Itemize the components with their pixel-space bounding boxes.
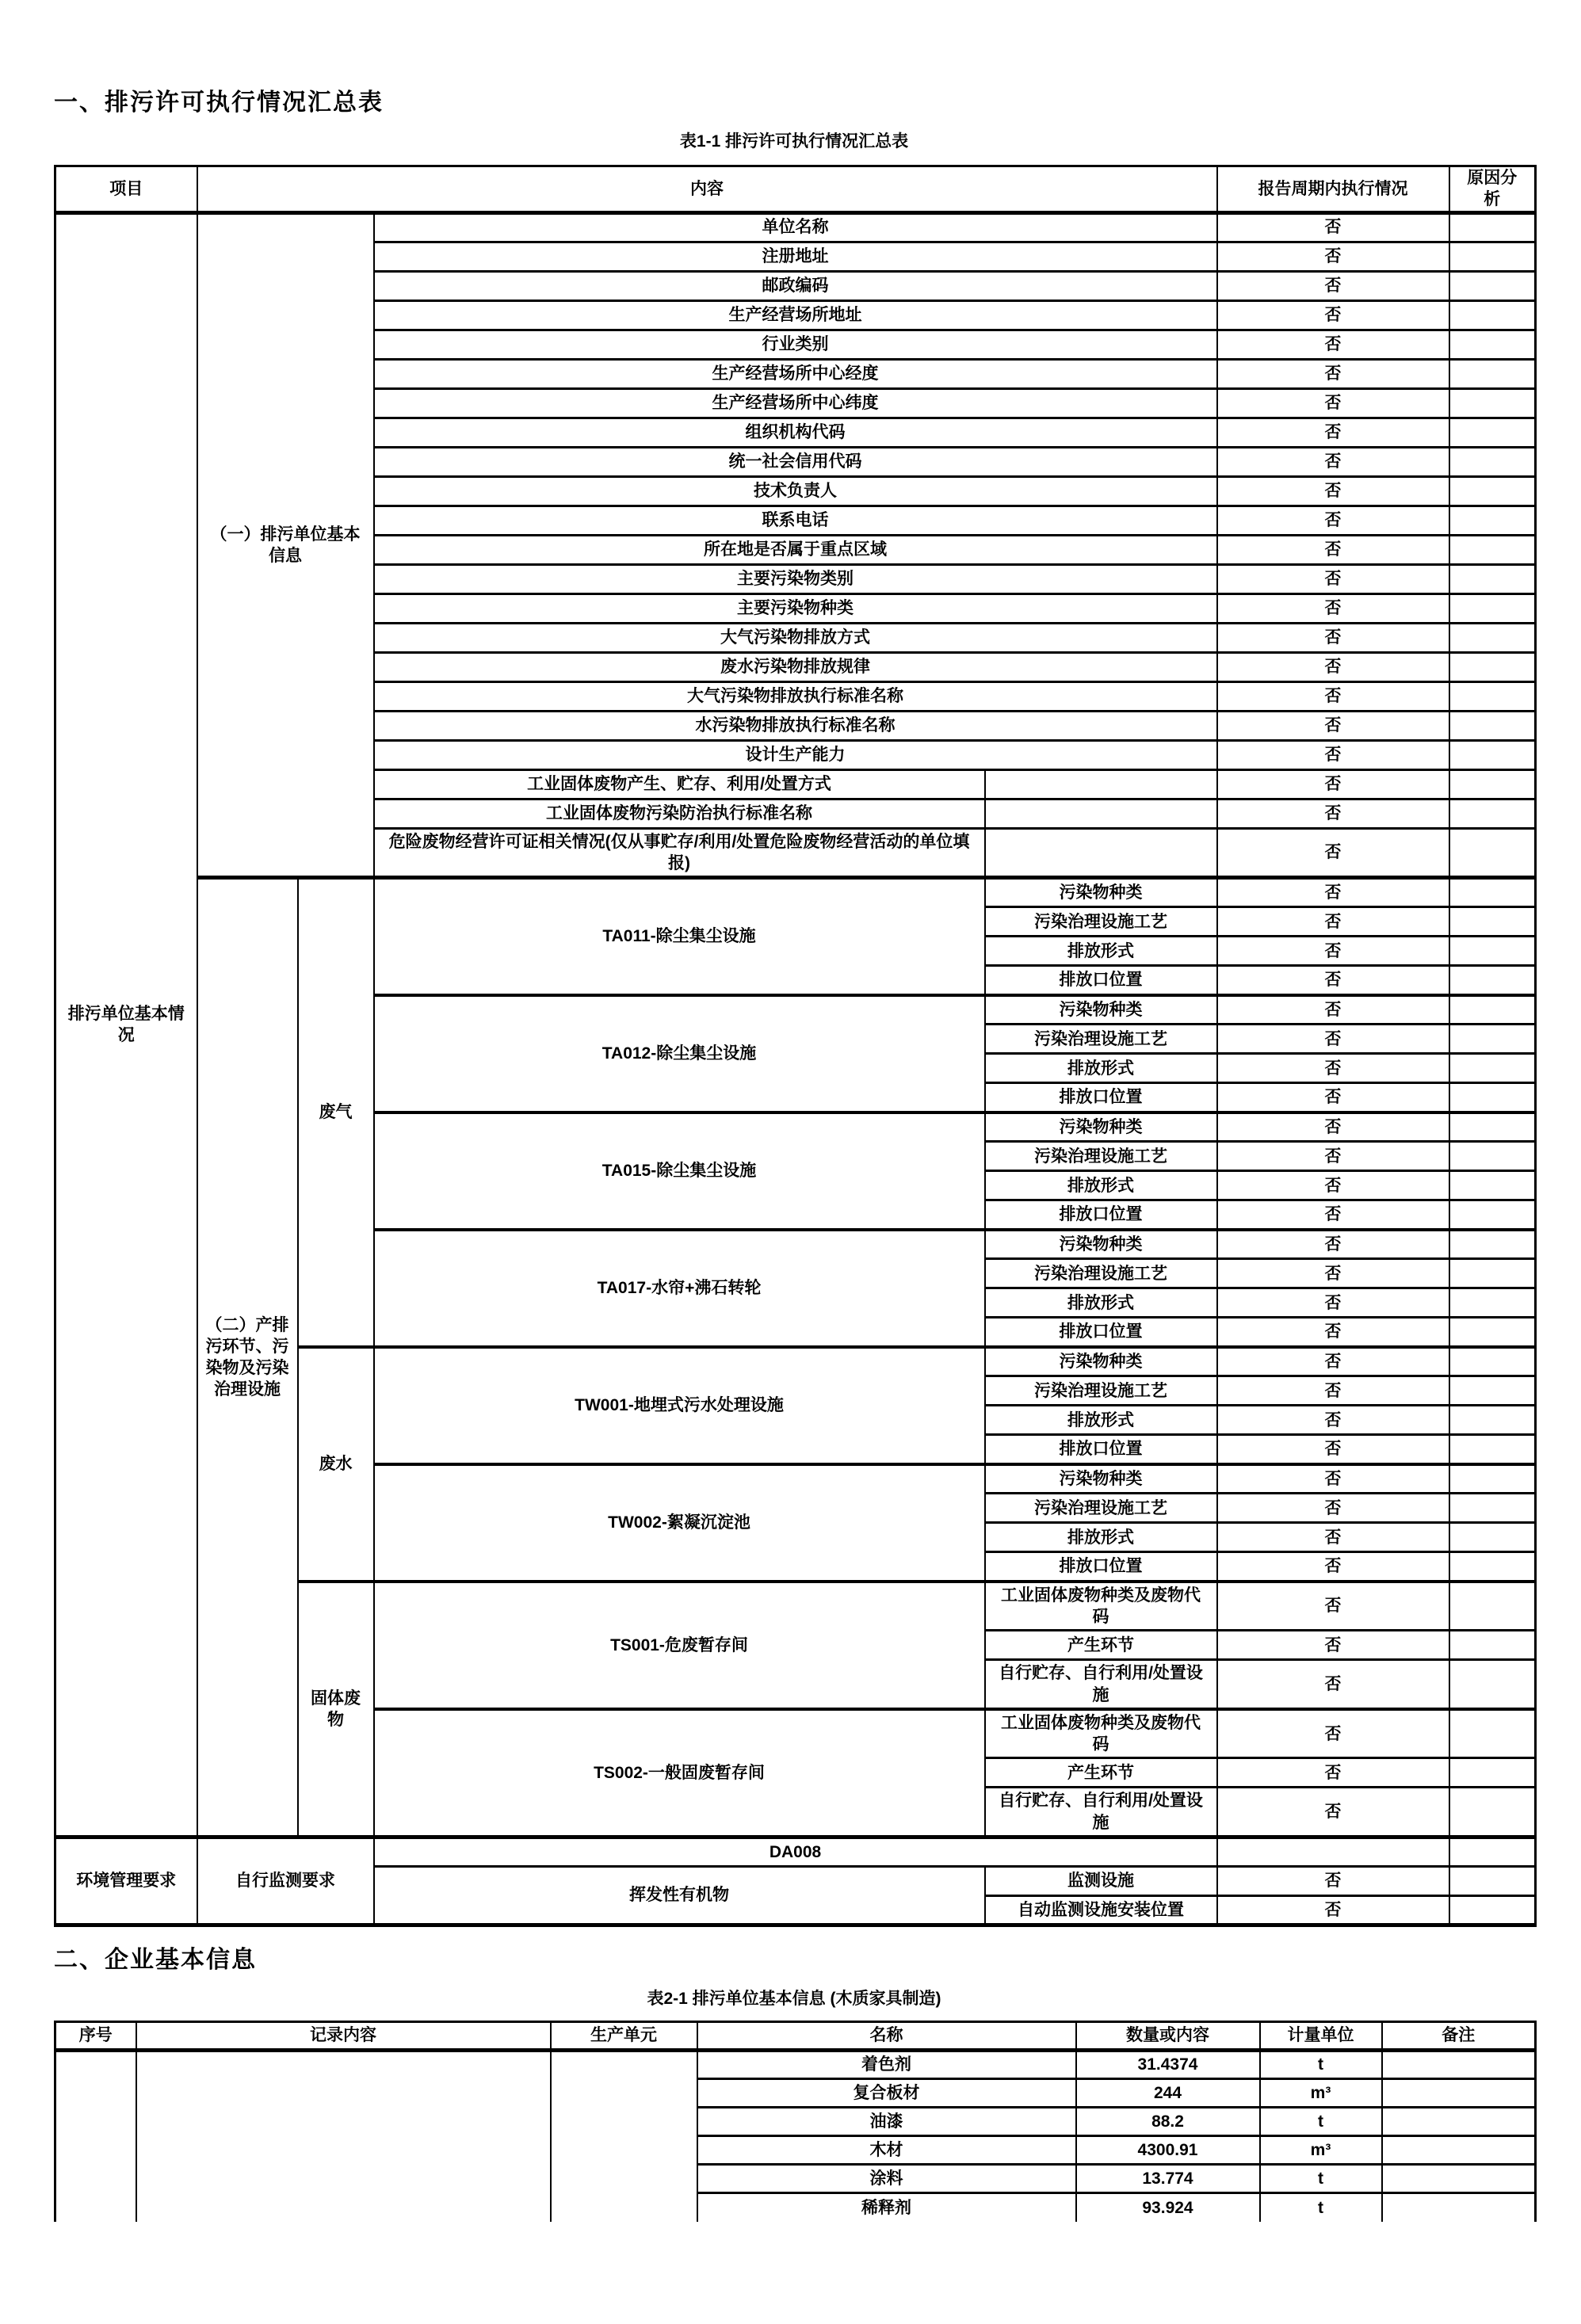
t1-reason-cell <box>1449 330 1536 359</box>
t1-reason-cell <box>1449 1896 1536 1925</box>
t1-reason-cell <box>1449 878 1536 907</box>
t1-item-cell: 注册地址 <box>374 242 1217 271</box>
t1-status-cell: 否 <box>1217 878 1449 907</box>
t1-reason-cell <box>1449 1523 1536 1552</box>
t1-item-cell: 邮政编码 <box>374 271 1217 300</box>
t1-reason-cell <box>1449 388 1536 418</box>
t1-item-cell: 行业类别 <box>374 330 1217 359</box>
t1-attr-cell: 排放形式 <box>985 1288 1217 1318</box>
t1-attr-cell: 污染物种类 <box>985 1464 1217 1494</box>
t1-status-cell: 否 <box>1217 418 1449 447</box>
t1-item-cell: 单位名称 <box>374 212 1217 242</box>
t1-reason-cell <box>1449 1631 1536 1660</box>
t1-attr-cell: 污染治理设施工艺 <box>985 907 1217 937</box>
report-page <box>0 87 1581 2324</box>
t2-name-cell: 木材 <box>697 2136 1076 2165</box>
t1-attr-cell: 排放形式 <box>985 1523 1217 1552</box>
t1-status-cell: 否 <box>1217 799 1449 828</box>
t1-status-cell: 否 <box>1217 593 1449 623</box>
t1-status-cell: 否 <box>1217 447 1449 476</box>
t1-reason-cell <box>1449 1552 1536 1582</box>
t1-reason-cell <box>1449 1025 1536 1054</box>
t2-header-record: 记录内容 <box>136 2022 551 2051</box>
t1-facility-cell: TA017-水帘+沸石转轮 <box>374 1230 985 1347</box>
t1-facility-cell: TS002-一般固废暂存间 <box>374 1709 985 1837</box>
t1-status-cell: 否 <box>1217 1054 1449 1083</box>
t1-status-cell: 否 <box>1217 1288 1449 1318</box>
t1-status-cell: 否 <box>1217 1867 1449 1896</box>
t1-status-cell: 否 <box>1217 681 1449 711</box>
t1-status-cell: 否 <box>1217 1631 1449 1660</box>
t1-facility-cell: TA012-除尘集尘设施 <box>374 995 985 1112</box>
section1-heading: 一、排污许可执行情况汇总表 <box>54 90 384 116</box>
t1-reason-cell <box>1449 212 1536 242</box>
t1-status-cell: 否 <box>1217 300 1449 330</box>
t1-medium-label-solid: 固体废物 <box>298 1582 374 1837</box>
t1-item-cell: 统一社会信用代码 <box>374 447 1217 476</box>
t1-item-cell: 生产经营场所地址 <box>374 300 1217 330</box>
t1-item-cell: 大气污染物排放执行标准名称 <box>374 681 1217 711</box>
t1-reason-cell <box>1449 966 1536 995</box>
t1-status-cell: 否 <box>1217 1660 1449 1709</box>
t1-status-cell: 否 <box>1217 1406 1449 1435</box>
t2-prod-unit-cell <box>551 2051 697 2222</box>
t2-qty-cell: 244 <box>1076 2079 1260 2108</box>
t1-status-cell: 否 <box>1217 1376 1449 1406</box>
t2-header-serial: 序号 <box>55 2022 136 2051</box>
t2-serial-cell <box>55 2051 136 2222</box>
t1-empty-cell <box>985 769 1217 799</box>
t1-reason-cell <box>1449 799 1536 828</box>
t1-attr-cell: 排放口位置 <box>985 1435 1217 1464</box>
t1-item-cell: DA008 <box>374 1837 1217 1867</box>
t1-status-cell: 否 <box>1217 1582 1449 1631</box>
t1-status-cell: 否 <box>1217 1083 1449 1112</box>
t1-item-cell: 危险废物经营许可证相关情况(仅从事贮存/利用/处置危险废物经营活动的单位填报) <box>374 828 985 878</box>
t1-status-cell: 否 <box>1217 995 1449 1025</box>
t1-reason-cell <box>1449 1318 1536 1347</box>
t1-status-cell: 否 <box>1217 506 1449 535</box>
t1-reason-cell <box>1449 418 1536 447</box>
t1-reason-cell <box>1449 995 1536 1025</box>
t1-attr-cell: 产生环节 <box>985 1758 1217 1788</box>
t1-status-cell: 否 <box>1217 1171 1449 1200</box>
t1-status-cell: 否 <box>1217 1230 1449 1259</box>
t1-attr-cell: 污染物种类 <box>985 995 1217 1025</box>
t1-status-cell: 否 <box>1217 1896 1449 1925</box>
t1-reason-cell <box>1449 1464 1536 1494</box>
t1-item-cell: 水污染物排放执行标准名称 <box>374 711 1217 740</box>
t1-status-cell: 否 <box>1217 1200 1449 1230</box>
t1-reason-cell <box>1449 564 1536 593</box>
t1-item-cell: 生产经营场所中心纬度 <box>374 388 1217 418</box>
t1-reason-cell <box>1449 1288 1536 1318</box>
t1-reason-cell <box>1449 623 1536 652</box>
t1-status-cell: 否 <box>1217 1552 1449 1582</box>
t1-status-cell: 否 <box>1217 242 1449 271</box>
t1-attr-cell: 排放形式 <box>985 937 1217 966</box>
t1-attr-cell: 排放口位置 <box>985 1318 1217 1347</box>
t2-measure-cell: m³ <box>1260 2079 1382 2108</box>
t1-attr-cell: 工业固体废物种类及废物代码 <box>985 1582 1217 1631</box>
t2-name-cell: 油漆 <box>697 2108 1076 2136</box>
t2-measure-cell: m³ <box>1260 2136 1382 2165</box>
t1-status-cell: 否 <box>1217 623 1449 652</box>
t1-reason-cell <box>1449 1867 1536 1896</box>
t1-item-cell: 技术负责人 <box>374 476 1217 506</box>
t1-reason-cell <box>1449 828 1536 878</box>
t1-reason-cell <box>1449 1171 1536 1200</box>
t2-qty-cell: 13.774 <box>1076 2165 1260 2193</box>
table2-caption: 表2-1 排污单位基本信息 (木质家具制造) <box>647 1990 941 2009</box>
t1-attr-cell: 排放形式 <box>985 1406 1217 1435</box>
t2-header-qty: 数量或内容 <box>1076 2022 1260 2051</box>
t1-status-cell: 否 <box>1217 1709 1449 1758</box>
t1-reason-cell <box>1449 593 1536 623</box>
t2-note-cell <box>1382 2165 1536 2193</box>
t1-item-cell: 大气污染物排放方式 <box>374 623 1217 652</box>
table1-permit-execution <box>54 165 1537 1927</box>
t1-status-cell: 否 <box>1217 330 1449 359</box>
t2-measure-cell: t <box>1260 2165 1382 2193</box>
table1-caption: 表1-1 排污许可执行情况汇总表 <box>679 132 909 151</box>
t1-item-cell: 主要污染物种类 <box>374 593 1217 623</box>
t2-name-cell: 稀释剂 <box>697 2193 1076 2222</box>
t1-header-status: 报告周期内执行情况 <box>1217 166 1449 213</box>
t1-attr-cell: 污染治理设施工艺 <box>985 1025 1217 1054</box>
t2-measure-cell: t <box>1260 2108 1382 2136</box>
t1-reason-cell <box>1449 1259 1536 1288</box>
t1-attr-cell: 自行贮存、自行利用/处置设施 <box>985 1660 1217 1709</box>
t1-reason-cell <box>1449 1230 1536 1259</box>
t1-status-cell: 否 <box>1217 388 1449 418</box>
t1-status-cell: 否 <box>1217 1788 1449 1837</box>
t1-reason-cell <box>1449 535 1536 564</box>
t1-medium-label-gas: 废气 <box>298 878 374 1347</box>
t1-item-cell: 生产经营场所中心经度 <box>374 359 1217 388</box>
t1-reason-cell <box>1449 1709 1536 1758</box>
t1-attr-cell: 监测设施 <box>985 1867 1217 1896</box>
t1-section2-label: （二）产排污环节、污染物及污染治理设施 <box>197 878 298 1837</box>
t1-attr-cell: 污染物种类 <box>985 1230 1217 1259</box>
t1-reason-cell <box>1449 359 1536 388</box>
t1-reason-cell <box>1449 1200 1536 1230</box>
t1-reason-cell <box>1449 711 1536 740</box>
t1-attr-cell: 污染物种类 <box>985 1112 1217 1142</box>
t1-reason-cell <box>1449 1083 1536 1112</box>
t1-reason-cell <box>1449 300 1536 330</box>
t1-status-cell: 否 <box>1217 564 1449 593</box>
t1-attr-cell: 污染治理设施工艺 <box>985 1142 1217 1171</box>
t1-group-label-main: 排污单位基本情况 <box>55 212 197 1837</box>
t1-reason-cell <box>1449 506 1536 535</box>
t1-facility-cell: TA015-除尘集尘设施 <box>374 1112 985 1230</box>
t1-status-cell: 否 <box>1217 212 1449 242</box>
t2-note-cell <box>1382 2051 1536 2079</box>
t1-item-cell: 工业固体废物产生、贮存、利用/处置方式 <box>374 769 985 799</box>
t1-reason-cell <box>1449 1435 1536 1464</box>
t1-header-content: 内容 <box>197 166 1217 213</box>
t1-status-cell: 否 <box>1217 535 1449 564</box>
t1-reason-cell <box>1449 937 1536 966</box>
t1-item-cell: 所在地是否属于重点区域 <box>374 535 1217 564</box>
t1-status-cell: 否 <box>1217 966 1449 995</box>
t1-reason-cell <box>1449 1788 1536 1837</box>
t1-item-cell: 主要污染物类别 <box>374 564 1217 593</box>
t1-status-cell: 否 <box>1217 1347 1449 1376</box>
table2-company-info <box>54 2021 1537 2222</box>
t1-reason-cell <box>1449 1660 1536 1709</box>
t1-attr-cell: 排放口位置 <box>985 966 1217 995</box>
t1-attr-cell: 污染物种类 <box>985 878 1217 907</box>
t1-status-cell: 否 <box>1217 711 1449 740</box>
t1-reason-cell <box>1449 681 1536 711</box>
t2-measure-cell: t <box>1260 2051 1382 2079</box>
t1-reason-cell <box>1449 1054 1536 1083</box>
t1-status-cell: 否 <box>1217 769 1449 799</box>
t1-header-item: 项目 <box>55 166 197 213</box>
t1-item-cell: 组织机构代码 <box>374 418 1217 447</box>
t2-header-measure: 计量单位 <box>1260 2022 1382 2051</box>
t1-status-cell: 否 <box>1217 359 1449 388</box>
t1-empty-cell <box>985 828 1217 878</box>
t2-header-name: 名称 <box>697 2022 1076 2051</box>
t1-reason-cell <box>1449 652 1536 681</box>
t2-name-cell: 复合板材 <box>697 2079 1076 2108</box>
t1-attr-cell: 排放口位置 <box>985 1552 1217 1582</box>
t1-monitor-label: 自行监测要求 <box>197 1837 374 1925</box>
t2-qty-cell: 93.924 <box>1076 2193 1260 2222</box>
section2-heading: 二、企业基本信息 <box>54 1947 257 1974</box>
t1-reason-cell <box>1449 1494 1536 1523</box>
t1-status-cell: 否 <box>1217 1142 1449 1171</box>
t1-status-cell: 否 <box>1217 1464 1449 1494</box>
t1-facility-cell: TA011-除尘集尘设施 <box>374 878 985 995</box>
t2-qty-cell: 88.2 <box>1076 2108 1260 2136</box>
t1-reason-cell <box>1449 476 1536 506</box>
t2-name-cell: 着色剂 <box>697 2051 1076 2079</box>
t2-note-cell <box>1382 2136 1536 2165</box>
t2-header-note: 备注 <box>1382 2022 1536 2051</box>
t1-status-cell: 否 <box>1217 937 1449 966</box>
t2-name-cell: 涂料 <box>697 2165 1076 2193</box>
t1-item-cell: 废水污染物排放规律 <box>374 652 1217 681</box>
t2-header-prod-unit: 生产单元 <box>551 2022 697 2051</box>
t2-measure-cell: t <box>1260 2193 1382 2222</box>
t1-attr-cell: 自动监测设施安装位置 <box>985 1896 1217 1925</box>
t1-status-cell: 否 <box>1217 1318 1449 1347</box>
t1-reason-cell <box>1449 1347 1536 1376</box>
t1-status-cell: 否 <box>1217 828 1449 878</box>
t1-section1-label: （一）排污单位基本信息 <box>197 212 374 878</box>
t1-reason-cell <box>1449 1758 1536 1788</box>
t1-reason-cell <box>1449 447 1536 476</box>
t2-qty-cell: 4300.91 <box>1076 2136 1260 2165</box>
t1-attr-cell: 自行贮存、自行利用/处置设施 <box>985 1788 1217 1837</box>
t1-reason-cell <box>1449 740 1536 769</box>
t1-attr-cell: 排放口位置 <box>985 1083 1217 1112</box>
t1-status-cell <box>1217 1837 1449 1867</box>
t1-reason-cell <box>1449 1112 1536 1142</box>
t1-attr-cell: 污染物种类 <box>985 1347 1217 1376</box>
t1-facility-cell: TS001-危废暂存间 <box>374 1582 985 1709</box>
t1-status-cell: 否 <box>1217 1435 1449 1464</box>
t1-attr-cell: 污染治理设施工艺 <box>985 1259 1217 1288</box>
t1-attr-cell: 产生环节 <box>985 1631 1217 1660</box>
t1-attr-cell: 工业固体废物种类及废物代码 <box>985 1709 1217 1758</box>
t1-item-cell: 设计生产能力 <box>374 740 1217 769</box>
t1-reason-cell <box>1449 242 1536 271</box>
t1-status-cell: 否 <box>1217 1025 1449 1054</box>
t1-reason-cell <box>1449 1837 1536 1867</box>
t1-facility-cell: TW002-絮凝沉淀池 <box>374 1464 985 1582</box>
t1-empty-cell <box>985 799 1217 828</box>
t1-medium-label-water: 废水 <box>298 1347 374 1582</box>
t1-status-cell: 否 <box>1217 1259 1449 1288</box>
t1-status-cell: 否 <box>1217 1112 1449 1142</box>
t2-record-cell <box>136 2051 551 2222</box>
t1-status-cell: 否 <box>1217 1758 1449 1788</box>
t1-group-label-env: 环境管理要求 <box>55 1837 197 1925</box>
t2-qty-cell: 31.4374 <box>1076 2051 1260 2079</box>
t1-status-cell: 否 <box>1217 652 1449 681</box>
t1-attr-cell: 排放形式 <box>985 1171 1217 1200</box>
t1-reason-cell <box>1449 907 1536 937</box>
t1-reason-cell <box>1449 769 1536 799</box>
t1-attr-cell: 污染治理设施工艺 <box>985 1494 1217 1523</box>
t1-status-cell: 否 <box>1217 1523 1449 1552</box>
t1-reason-cell <box>1449 1142 1536 1171</box>
t1-attr-cell: 污染治理设施工艺 <box>985 1376 1217 1406</box>
t1-reason-cell <box>1449 271 1536 300</box>
t1-reason-cell <box>1449 1582 1536 1631</box>
t2-note-cell <box>1382 2079 1536 2108</box>
t1-status-cell: 否 <box>1217 740 1449 769</box>
t2-note-cell <box>1382 2193 1536 2222</box>
t1-attr-cell: 排放形式 <box>985 1054 1217 1083</box>
t1-attr-cell: 排放口位置 <box>985 1200 1217 1230</box>
t1-status-cell: 否 <box>1217 907 1449 937</box>
t1-facility-cell: TW001-地埋式污水处理设施 <box>374 1347 985 1464</box>
t1-item-cell: 联系电话 <box>374 506 1217 535</box>
t1-reason-cell <box>1449 1376 1536 1406</box>
t1-facility-cell: 挥发性有机物 <box>374 1867 985 1925</box>
t1-reason-cell <box>1449 1406 1536 1435</box>
t1-status-cell: 否 <box>1217 271 1449 300</box>
t1-header-reason: 原因分析 <box>1449 166 1536 213</box>
t1-status-cell: 否 <box>1217 1494 1449 1523</box>
t1-status-cell: 否 <box>1217 476 1449 506</box>
t2-note-cell <box>1382 2108 1536 2136</box>
t1-item-cell: 工业固体废物污染防治执行标准名称 <box>374 799 985 828</box>
